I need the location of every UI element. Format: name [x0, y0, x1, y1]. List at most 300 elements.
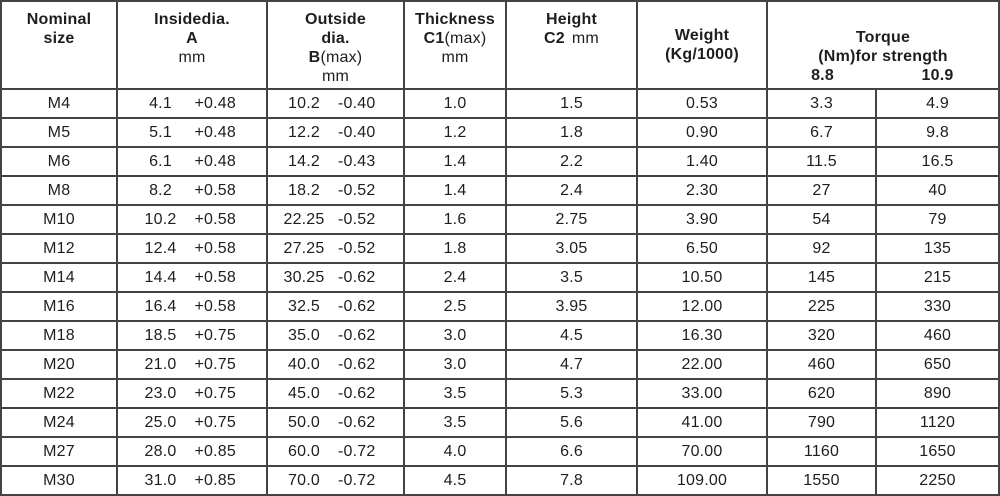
- cell-nominal-size: [2, 438, 118, 465]
- cell-torque-10-9: [877, 467, 998, 494]
- inside-dia-value: 21.0: [144, 355, 177, 373]
- inside-dia-tolerance: +0.75: [194, 384, 236, 402]
- cell-height: [507, 467, 638, 494]
- cell-inside-dia: [118, 148, 268, 175]
- thickness-value: 1.2: [443, 123, 467, 141]
- table-header-row: [2, 2, 998, 90]
- header-nominal-size: [2, 2, 118, 88]
- outside-dia-tolerance: -0.43: [338, 152, 376, 170]
- inside-dia-value: 31.0: [144, 471, 177, 489]
- cell-weight: [638, 438, 768, 465]
- inside-dia-value: 18.5: [144, 326, 177, 344]
- inside-dia-value: 10.2: [144, 210, 177, 228]
- nominal-size-value: M8: [47, 181, 71, 199]
- inside-dia-tolerance: +0.58: [194, 268, 236, 286]
- cell-thickness: [405, 148, 507, 175]
- weight-value: 70.00: [681, 442, 723, 460]
- outside-dia-tolerance: -0.62: [338, 413, 376, 431]
- table-row: [2, 264, 998, 293]
- cell-height: [507, 148, 638, 175]
- cell-thickness: [405, 177, 507, 204]
- cell-height: [507, 322, 638, 349]
- cell-weight: [638, 119, 768, 146]
- cell-nominal-size: [2, 235, 118, 262]
- cell-weight: [638, 351, 768, 378]
- cell-outside-dia: [268, 90, 405, 117]
- cell-torque-8-8: [768, 409, 877, 436]
- outside-dia-tolerance: -0.62: [338, 326, 376, 344]
- header-inside-dia: [118, 2, 268, 88]
- inside-dia-value: 4.1: [149, 94, 172, 112]
- torque-10-9-value: 9.8: [926, 123, 949, 141]
- inside-dia-tolerance: +0.58: [194, 210, 236, 228]
- header-paren: (max): [320, 49, 363, 66]
- weight-value: 3.90: [686, 210, 718, 228]
- cell-outside-dia: [268, 467, 405, 494]
- table-row: [2, 293, 998, 322]
- header-line: [544, 29, 599, 48]
- cell-torque-10-9: [877, 438, 998, 465]
- inside-dia-value: 23.0: [144, 384, 177, 402]
- weight-value: 16.30: [681, 326, 723, 344]
- table-row: [2, 90, 998, 119]
- weight-value: 1.40: [686, 152, 718, 170]
- cell-torque-10-9: [877, 90, 998, 117]
- nominal-size-value: M16: [43, 297, 75, 315]
- weight-value: 12.00: [681, 297, 723, 315]
- nominal-size-value: M14: [43, 268, 75, 286]
- cell-inside-dia: [118, 119, 268, 146]
- torque-8-8-value: 1160: [803, 442, 840, 460]
- torque-8-8-value: 1550: [803, 471, 840, 489]
- header-paren: (max): [444, 30, 487, 47]
- cell-outside-dia: [268, 148, 405, 175]
- thickness-value: 3.5: [443, 413, 467, 431]
- cell-thickness: [405, 119, 507, 146]
- inside-dia-tolerance: +0.48: [194, 123, 236, 141]
- height-value: 5.3: [560, 384, 583, 402]
- cell-torque-10-9: [877, 380, 998, 407]
- outside-dia-tolerance: -0.40: [338, 94, 376, 112]
- cell-thickness: [405, 264, 507, 291]
- nominal-size-value: M4: [47, 94, 71, 112]
- table-row: [2, 148, 998, 177]
- cell-weight: [638, 235, 768, 262]
- header-line: Torque: [855, 29, 911, 46]
- height-value: 4.5: [560, 326, 583, 344]
- nominal-size-value: M27: [43, 442, 75, 460]
- cell-torque-8-8: [768, 90, 877, 117]
- cell-inside-dia: [118, 409, 268, 436]
- cell-nominal-size: [2, 264, 118, 291]
- cell-thickness: [405, 438, 507, 465]
- cell-height: [507, 351, 638, 378]
- weight-value: 33.00: [681, 384, 723, 402]
- header-height: [507, 2, 638, 88]
- height-value: 7.8: [560, 471, 583, 489]
- cell-weight: [638, 467, 768, 494]
- thickness-value: 1.6: [443, 210, 467, 228]
- header-line: dia.: [321, 30, 350, 47]
- torque-10-9-value: 460: [923, 326, 952, 344]
- outside-dia-value: 32.5: [288, 297, 320, 315]
- cell-weight: [638, 148, 768, 175]
- cell-torque-10-9: [877, 322, 998, 349]
- cell-thickness: [405, 293, 507, 320]
- cell-nominal-size: [2, 119, 118, 146]
- thickness-value: 3.0: [443, 355, 467, 373]
- inside-dia-tolerance: +0.58: [194, 181, 236, 199]
- cell-thickness: [405, 322, 507, 349]
- outside-dia-tolerance: -0.52: [338, 181, 376, 199]
- nominal-size-value: M18: [43, 326, 75, 344]
- cell-weight: [638, 264, 768, 291]
- cell-torque-10-9: [877, 148, 998, 175]
- torque-10-9-value: 4.9: [926, 94, 949, 112]
- weight-value: 41.00: [681, 413, 723, 431]
- cell-height: [507, 438, 638, 465]
- inside-dia-value: 5.1: [149, 123, 172, 141]
- header-line: A: [186, 30, 198, 47]
- nominal-size-value: M12: [43, 239, 75, 257]
- outside-dia-tolerance: -0.72: [338, 471, 376, 489]
- cell-thickness: [405, 90, 507, 117]
- cell-thickness: [405, 235, 507, 262]
- thickness-value: 1.8: [443, 239, 467, 257]
- outside-dia-value: 50.0: [288, 413, 320, 431]
- cell-torque-10-9: [877, 264, 998, 291]
- table-row: [2, 235, 998, 264]
- torque-10-9-value: 1650: [919, 442, 956, 460]
- cell-torque-8-8: [768, 177, 877, 204]
- table-row: [2, 438, 998, 467]
- header-line: Insidedia.: [154, 11, 230, 28]
- cell-weight: [638, 206, 768, 233]
- cell-torque-10-9: [877, 235, 998, 262]
- outside-dia-tolerance: -0.52: [338, 210, 376, 228]
- inside-dia-tolerance: +0.75: [194, 326, 236, 344]
- cell-torque-8-8: [768, 322, 877, 349]
- inside-dia-value: 12.4: [144, 239, 177, 257]
- header-line: Thickness: [414, 11, 496, 28]
- outside-dia-tolerance: -0.62: [338, 355, 376, 373]
- cell-outside-dia: [268, 409, 405, 436]
- torque-10-9-value: 135: [923, 239, 952, 257]
- torque-8-8-value: 790: [807, 413, 836, 431]
- cell-inside-dia: [118, 235, 268, 262]
- torque-10-9-value: 2250: [919, 471, 956, 489]
- cell-inside-dia: [118, 177, 268, 204]
- cell-outside-dia: [268, 119, 405, 146]
- header-torque: [768, 2, 998, 88]
- torque-10-9-value: 16.5: [921, 152, 954, 170]
- cell-inside-dia: [118, 380, 268, 407]
- height-value: 2.4: [560, 181, 583, 199]
- cell-nominal-size: [2, 380, 118, 407]
- cell-nominal-size: [2, 322, 118, 349]
- header-thickness: [405, 2, 507, 88]
- thickness-value: 1.4: [443, 152, 467, 170]
- weight-value: 10.50: [681, 268, 723, 286]
- torque-8-8-value: 6.7: [810, 123, 833, 141]
- height-value: 2.2: [560, 152, 583, 170]
- cell-torque-10-9: [877, 119, 998, 146]
- header-line: Height: [546, 11, 597, 28]
- inside-dia-value: 6.1: [149, 152, 172, 170]
- thickness-value: 3.0: [443, 326, 467, 344]
- thickness-value: 2.5: [443, 297, 467, 315]
- cell-thickness: [405, 206, 507, 233]
- height-value: 1.8: [560, 123, 583, 141]
- cell-height: [507, 264, 638, 291]
- cell-height: [507, 90, 638, 117]
- table-row: [2, 409, 998, 438]
- outside-dia-value: 35.0: [288, 326, 320, 344]
- cell-inside-dia: [118, 293, 268, 320]
- cell-inside-dia: [118, 206, 268, 233]
- torque-8-8-value: 460: [807, 355, 836, 373]
- header-line: (Kg/1000): [665, 46, 739, 63]
- torque-8-8-value: 620: [807, 384, 836, 402]
- outside-dia-value: 60.0: [288, 442, 320, 460]
- cell-torque-8-8: [768, 467, 877, 494]
- outside-dia-value: 27.25: [283, 239, 325, 257]
- outside-dia-tolerance: -0.52: [338, 239, 376, 257]
- cell-outside-dia: [268, 177, 405, 204]
- height-value: 6.6: [560, 442, 583, 460]
- torque-10-9-value: 40: [928, 181, 947, 199]
- inside-dia-tolerance: +0.48: [194, 94, 236, 112]
- cell-torque-10-9: [877, 206, 998, 233]
- cell-nominal-size: [2, 467, 118, 494]
- torque-8-8-value: 320: [807, 326, 836, 344]
- cell-outside-dia: [268, 380, 405, 407]
- nominal-size-value: M5: [47, 123, 71, 141]
- cell-weight: [638, 380, 768, 407]
- cell-outside-dia: [268, 206, 405, 233]
- cell-nominal-size: [2, 90, 118, 117]
- inside-dia-value: 14.4: [144, 268, 177, 286]
- header-line: Outside: [305, 11, 366, 28]
- cell-outside-dia: [268, 235, 405, 262]
- inside-dia-tolerance: +0.75: [194, 355, 236, 373]
- table-body: [2, 90, 998, 494]
- torque-8-8-value: 54: [812, 210, 831, 228]
- cell-nominal-size: [2, 351, 118, 378]
- torque-10-9-value: 890: [923, 384, 952, 402]
- cell-nominal-size: [2, 409, 118, 436]
- cell-height: [507, 380, 638, 407]
- cell-torque-8-8: [768, 351, 877, 378]
- outside-dia-value: 30.25: [283, 268, 325, 286]
- weight-value: 22.00: [681, 355, 723, 373]
- inside-dia-tolerance: +0.85: [194, 442, 236, 460]
- cell-height: [507, 409, 638, 436]
- table-row: [2, 177, 998, 206]
- cell-torque-8-8: [768, 119, 877, 146]
- torque-10-9-value: 215: [923, 268, 952, 286]
- header-unit: mm: [441, 49, 469, 66]
- cell-inside-dia: [118, 438, 268, 465]
- torque-8-8-value: 225: [807, 297, 836, 315]
- cell-inside-dia: [118, 351, 268, 378]
- header-unit: mm: [178, 49, 206, 66]
- header-code: C2: [544, 30, 565, 47]
- cell-thickness: [405, 351, 507, 378]
- thickness-value: 4.0: [443, 442, 467, 460]
- weight-value: 6.50: [686, 239, 718, 257]
- height-value: 3.5: [560, 268, 583, 286]
- cell-weight: [638, 293, 768, 320]
- nominal-size-value: M22: [43, 384, 75, 402]
- outside-dia-tolerance: -0.62: [338, 297, 376, 315]
- table-row: [2, 467, 998, 494]
- cell-torque-8-8: [768, 380, 877, 407]
- torque-grade-8-8: 8.8: [811, 67, 834, 84]
- cell-torque-8-8: [768, 264, 877, 291]
- outside-dia-value: 10.2: [288, 94, 320, 112]
- torque-8-8-value: 92: [812, 239, 831, 257]
- cell-torque-10-9: [877, 177, 998, 204]
- cell-nominal-size: [2, 177, 118, 204]
- cell-outside-dia: [268, 264, 405, 291]
- height-value: 2.75: [555, 210, 588, 228]
- torque-10-9-value: 330: [923, 297, 952, 315]
- header-code: C1: [423, 30, 445, 47]
- torque-grade-10-9: 10.9: [921, 67, 954, 84]
- table-row: [2, 206, 998, 235]
- inside-dia-tolerance: +0.58: [194, 239, 236, 257]
- inside-dia-tolerance: +0.85: [194, 471, 236, 489]
- nominal-size-value: M30: [43, 471, 75, 489]
- outside-dia-value: 18.2: [288, 181, 320, 199]
- weight-value: 2.30: [686, 181, 718, 199]
- weight-value: 0.53: [686, 94, 718, 112]
- thickness-value: 2.4: [443, 268, 467, 286]
- cell-nominal-size: [2, 206, 118, 233]
- header-line: [424, 29, 487, 48]
- cell-height: [507, 177, 638, 204]
- outside-dia-tolerance: -0.62: [338, 384, 376, 402]
- torque-10-9-value: 79: [928, 210, 947, 228]
- nominal-size-value: M24: [43, 413, 75, 431]
- outside-dia-value: 40.0: [288, 355, 320, 373]
- cell-torque-8-8: [768, 438, 877, 465]
- thickness-value: 1.0: [443, 94, 467, 112]
- cell-nominal-size: [2, 148, 118, 175]
- cell-inside-dia: [118, 90, 268, 117]
- cell-thickness: [405, 380, 507, 407]
- outside-dia-value: 22.25: [283, 210, 325, 228]
- header-outside-dia: [268, 2, 405, 88]
- cell-weight: [638, 409, 768, 436]
- torque-8-8-value: 11.5: [806, 152, 837, 170]
- height-value: 1.5: [560, 94, 583, 112]
- cell-inside-dia: [118, 322, 268, 349]
- cell-outside-dia: [268, 322, 405, 349]
- cell-thickness: [405, 467, 507, 494]
- header-line: Weight: [674, 27, 730, 44]
- cell-outside-dia: [268, 351, 405, 378]
- header-line: [309, 48, 363, 67]
- cell-inside-dia: [118, 264, 268, 291]
- thickness-value: 4.5: [443, 471, 467, 489]
- cell-torque-10-9: [877, 351, 998, 378]
- torque-grade-row: [768, 66, 998, 85]
- inside-dia-value: 8.2: [149, 181, 172, 199]
- cell-height: [507, 119, 638, 146]
- cell-outside-dia: [268, 293, 405, 320]
- torque-10-9-value: 650: [923, 355, 952, 373]
- weight-value: 109.00: [676, 471, 728, 489]
- cell-torque-10-9: [877, 293, 998, 320]
- header-code: B: [308, 49, 321, 66]
- cell-torque-10-9: [877, 409, 998, 436]
- cell-torque-8-8: [768, 293, 877, 320]
- cell-inside-dia: [118, 467, 268, 494]
- height-value: 3.95: [555, 297, 588, 315]
- cell-thickness: [405, 409, 507, 436]
- cell-outside-dia: [268, 438, 405, 465]
- inside-dia-value: 25.0: [144, 413, 177, 431]
- table-row: [2, 322, 998, 351]
- torque-10-9-value: 1120: [919, 413, 956, 431]
- thickness-value: 1.4: [443, 181, 467, 199]
- header-unit: mm: [571, 30, 599, 47]
- cell-weight: [638, 322, 768, 349]
- cell-torque-8-8: [768, 148, 877, 175]
- nominal-size-value: M20: [43, 355, 75, 373]
- inside-dia-tolerance: +0.58: [194, 297, 236, 315]
- inside-dia-value: 16.4: [144, 297, 177, 315]
- outside-dia-value: 45.0: [288, 384, 320, 402]
- cell-height: [507, 206, 638, 233]
- cell-height: [507, 235, 638, 262]
- header-line: Nominal: [26, 11, 92, 28]
- table-row: [2, 119, 998, 148]
- table-row: [2, 351, 998, 380]
- header-weight: [638, 2, 768, 88]
- inside-dia-tolerance: +0.48: [194, 152, 236, 170]
- header-unit: mm: [321, 68, 350, 85]
- inside-dia-tolerance: +0.75: [194, 413, 236, 431]
- cell-torque-8-8: [768, 235, 877, 262]
- outside-dia-value: 14.2: [288, 152, 320, 170]
- weight-value: 0.90: [686, 123, 718, 141]
- outside-dia-tolerance: -0.40: [338, 123, 376, 141]
- torque-8-8-value: 145: [807, 268, 836, 286]
- nominal-size-value: M6: [47, 152, 71, 170]
- cell-weight: [638, 90, 768, 117]
- thickness-value: 3.5: [443, 384, 467, 402]
- nominal-size-value: M10: [43, 210, 75, 228]
- table-row: [2, 380, 998, 409]
- height-value: 5.6: [560, 413, 583, 431]
- inside-dia-value: 28.0: [144, 442, 177, 460]
- cell-torque-8-8: [768, 206, 877, 233]
- torque-8-8-value: 3.3: [810, 94, 833, 112]
- outside-dia-tolerance: -0.72: [338, 442, 376, 460]
- header-line: (Nm)for strength: [818, 48, 948, 65]
- header-line: size: [43, 30, 75, 47]
- cell-height: [507, 293, 638, 320]
- height-value: 4.7: [560, 355, 583, 373]
- outside-dia-value: 12.2: [288, 123, 320, 141]
- cell-weight: [638, 177, 768, 204]
- torque-8-8-value: 27: [812, 181, 831, 199]
- cell-nominal-size: [2, 293, 118, 320]
- outside-dia-value: 70.0: [288, 471, 320, 489]
